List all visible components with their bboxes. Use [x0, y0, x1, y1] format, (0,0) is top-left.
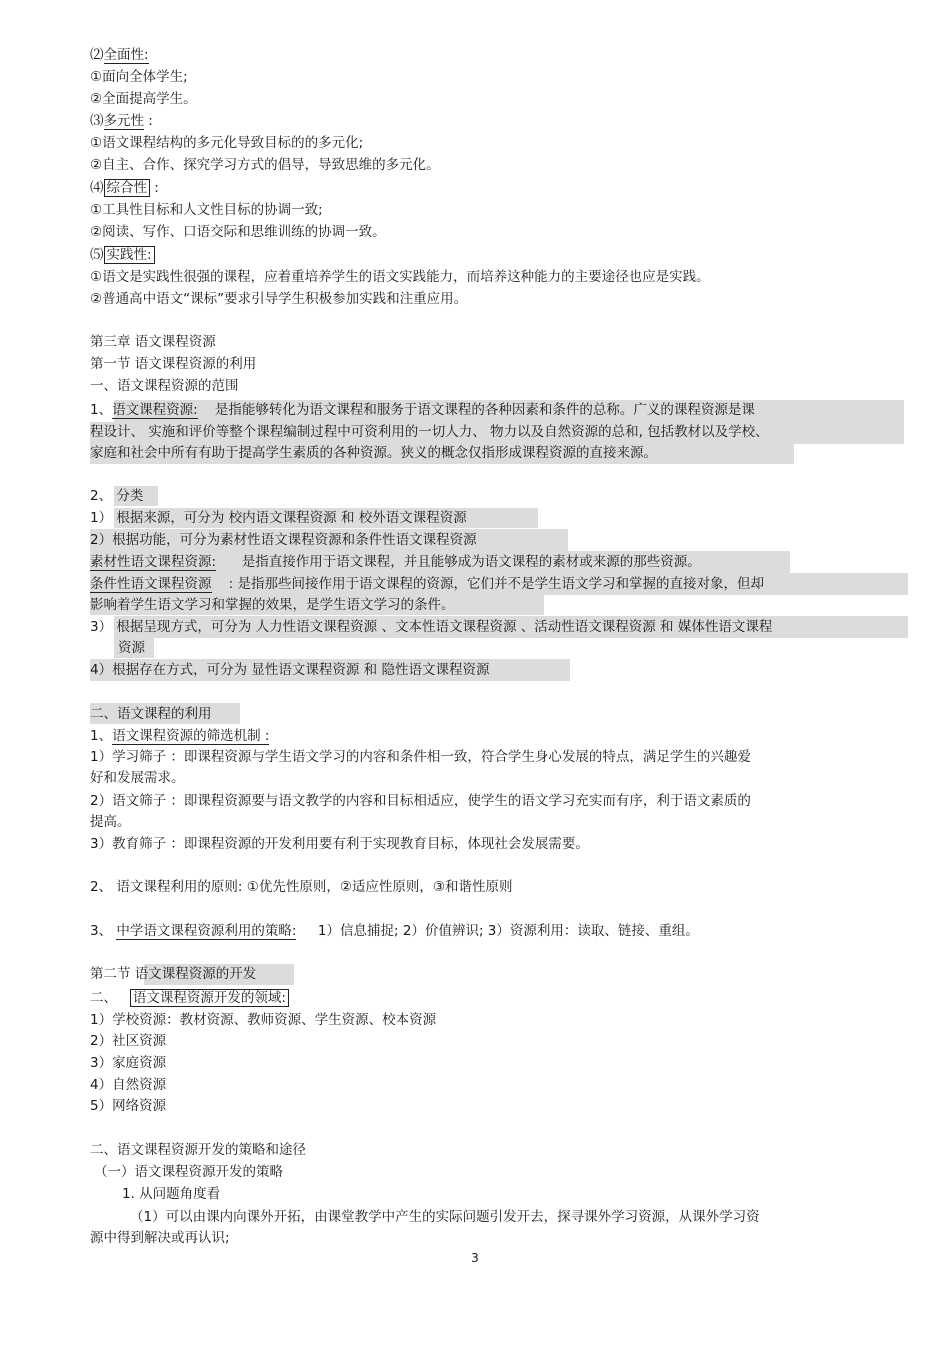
- text-line: 素材性语文课程资源: 是指直接作用于语文课程，并且能够成为语文课程的素材或来源的那些资源。: [90, 554, 701, 570]
- text-line: ②阅读、写作、口语交际和思维训练的协调一致。: [90, 224, 386, 240]
- text-line: ①语文是实践性很强的课程，应着重培养学生的语文实践能力，而培养这种能力的主要途径也应是实践。: [90, 269, 710, 285]
- text-line: ②全面提高学生。: [90, 91, 197, 107]
- text-line: 程设计、 实施和评价等整个课程编制过程中可资利用的一切人力、 物力以及自然资源的总和, 包括教材以及学校、: [90, 424, 769, 440]
- text-line: （1）可以由课内向课外开拓，由课堂教学中产生的实际问题引发开去，探寻课外学习资源，从课外学习资: [130, 1209, 760, 1225]
- text-line: 3）教育筛子 ：即课程资源的开发利用要有利于实现教育目标，体现社会发展需要。: [90, 836, 589, 852]
- text-line: 二、 语文课程资源开发的领域:: [90, 988, 289, 1009]
- text-line: ②自主、合作、探究学习方式的倡导，导致思维的多元化。: [90, 157, 440, 173]
- text-line: 资源: [118, 640, 145, 656]
- subsection-heading: 二、语文课程的利用: [90, 706, 212, 722]
- page-number: 3: [471, 1251, 479, 1265]
- subsection-heading: 一、语文课程资源的范围: [90, 378, 239, 394]
- subsection-heading: （一）语文课程资源开发的策略: [94, 1164, 283, 1180]
- text-line: 1、语文课程资源: 是指能够转化为语文课程和服务于语文课程的各种因素和条件的总称。广义的课程资源是课: [90, 402, 755, 418]
- text-line: 2、 分类: [90, 488, 144, 504]
- text-line: 提高。: [90, 814, 131, 830]
- text-line: 好和发展需求。: [90, 770, 185, 786]
- text-line: ⑸ 实践性:: [90, 245, 155, 266]
- text-line: ⑷ 综合性 :: [90, 180, 159, 196]
- list-item: 1）学校资源：教材资源、教师资源、学生资源、校本资源: [90, 1012, 437, 1028]
- text-line: 家庭和社会中所有有助于提高学生素质的各种资源。狭义的概念仅指形成课程资源的直接来源。: [90, 445, 657, 461]
- list-item: 4）自然资源: [90, 1077, 167, 1093]
- text-line: 3） 根据呈现方式，可分为 人力性语文课程资源 、文本性语文课程资源 、活动性语文课程资源 和 媒体性语文课程: [90, 619, 773, 635]
- text-line: ①工具性目标和人文性目标的协调一致;: [90, 202, 323, 218]
- section-heading: 第一节 语文课程资源的利用: [90, 356, 257, 372]
- text-line: 1. 从问题角度看: [122, 1186, 221, 1202]
- text-line: 1、语文课程资源的筛选机制 :: [90, 728, 270, 744]
- text-line: 4）根据存在方式，可分为 显性语文课程资源 和 隐性语文课程资源: [90, 662, 490, 678]
- list-item: 3）家庭资源: [90, 1055, 167, 1071]
- text-line: 1）学习筛子 ：即课程资源与学生语文学习的内容和条件相一致，符合学生身心发展的特点，满足学生的兴趣爱: [90, 749, 751, 765]
- list-item: 2）社区资源: [90, 1033, 167, 1049]
- text-line: 2）根据功能，可分为素材性语文课程资源和条件性语文课程资源: [90, 532, 477, 548]
- text-line: 影响着学生语文学习和掌握的效果，是学生语文学习的条件。: [90, 597, 455, 613]
- text-line: ②普通高中语文“课标”要求引导学生积极参加实践和注重应用。: [90, 291, 468, 307]
- text-line: ①面向全体学生;: [90, 69, 188, 85]
- text-line: 2）语文筛子 ：即课程资源要与语文教学的内容和目标相适应，使学生的语文学习充实而有序，利于语文素质的: [90, 793, 751, 809]
- list-item: 5）网络资源: [90, 1098, 167, 1114]
- section-heading: 第二节 语文课程资源的开发: [90, 966, 257, 982]
- text-line: 2、 语文课程利用的原则: ①优先性原则，②适应性原则，③和谐性原则: [90, 879, 513, 895]
- text-line: 1） 根据来源，可分为 校内语文课程资源 和 校外语文课程资源: [90, 510, 467, 526]
- text-line: 条件性语文课程资源 : 是指那些间接作用于语文课程的资源，它们并不是学生语文学习和掌握的直接对象，但却: [90, 576, 765, 592]
- chapter-heading: 第三章 语文课程资源: [90, 334, 216, 350]
- text-line: 3、 中学语文课程资源利用的策略: 1）信息捕捉; 2）价值辨识; 3）资源利用：读取、链接、重组。: [90, 923, 699, 939]
- text-line: 源中得到解决或再认识;: [90, 1230, 230, 1246]
- text-line: ①语文课程结构的多元化导致目标的的多元化;: [90, 135, 364, 151]
- text-line: ⑵全面性:: [90, 47, 149, 63]
- text-line: ⑶多元性 :: [90, 113, 153, 129]
- subsection-heading: 二、语文课程资源开发的策略和途径: [90, 1142, 306, 1158]
